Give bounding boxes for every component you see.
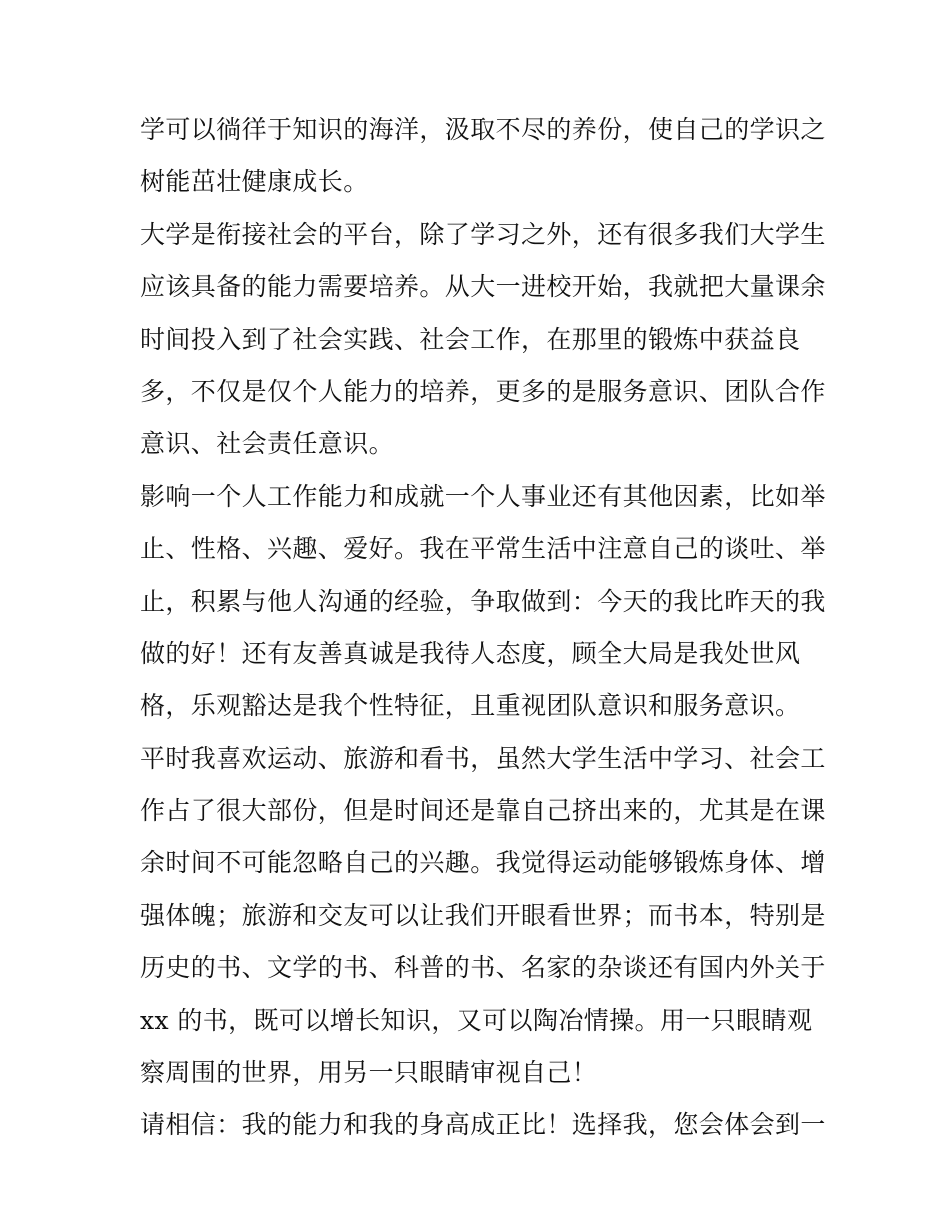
text-line: 余时间不可能忽略自己的兴趣。我觉得运动能够锻炼身体、增 <box>140 848 826 878</box>
text-line: 影响一个人工作能力和成就一个人事业还有其他因素，比如举 <box>140 481 826 511</box>
text-line: 时间投入到了社会实践、社会工作，在那里的锻炼中获益良 <box>140 324 801 354</box>
text-line: 树能茁壮健康成长。 <box>140 167 369 197</box>
text-line: 请相信：我的能力和我的身高成正比！选择我，您会体会到一 <box>140 1110 826 1140</box>
text-line: xx 的书，既可以增长知识，又可以陶冶情操。用一只眼睛观 <box>140 1005 813 1035</box>
text-line: 察周围的世界，用另一只眼睛审视自己！ <box>140 1058 598 1088</box>
text-line: 多，不仅是仅个人能力的培养，更多的是服务意识、团队合作 <box>140 376 826 406</box>
text-line: 止，积累与他人沟通的经验，争取做到：今天的我比昨天的我 <box>140 586 826 616</box>
body-text <box>140 104 830 1152</box>
text-line: 学可以徜徉于知识的海洋，汲取不尽的养份，使自己的学识之 <box>140 115 826 144</box>
text-line: 历史的书、文学的书、科普的书、名家的杂谈还有国内外关于 <box>140 953 826 983</box>
text-line: 平时我喜欢运动、旅游和看书，虽然大学生活中学习、社会工 <box>140 743 826 773</box>
text-line: 格，乐观豁达是我个性特征，且重视团队意识和服务意识。 <box>140 691 801 721</box>
text-line: 止、性格、兴趣、爱好。我在平常生活中注意自己的谈吐、举 <box>140 534 826 564</box>
text-line: 强体魄；旅游和交友可以让我们开眼看世界；而书本，特别是 <box>140 900 826 930</box>
text-line: 大学是衔接社会的平台，除了学习之外，还有很多我们大学生 <box>140 219 826 249</box>
text-line: 做的好！还有友善真诚是我待人态度，顾全大局是我处世风 <box>140 638 801 668</box>
text-line: 意识、社会责任意识。 <box>140 429 395 459</box>
text-line: 应该具备的能力需要培养。从大一进校开始，我就把大量课余 <box>140 272 826 302</box>
text-line: 作占了很大部份，但是时间还是靠自己挤出来的，尤其是在课 <box>140 796 826 826</box>
